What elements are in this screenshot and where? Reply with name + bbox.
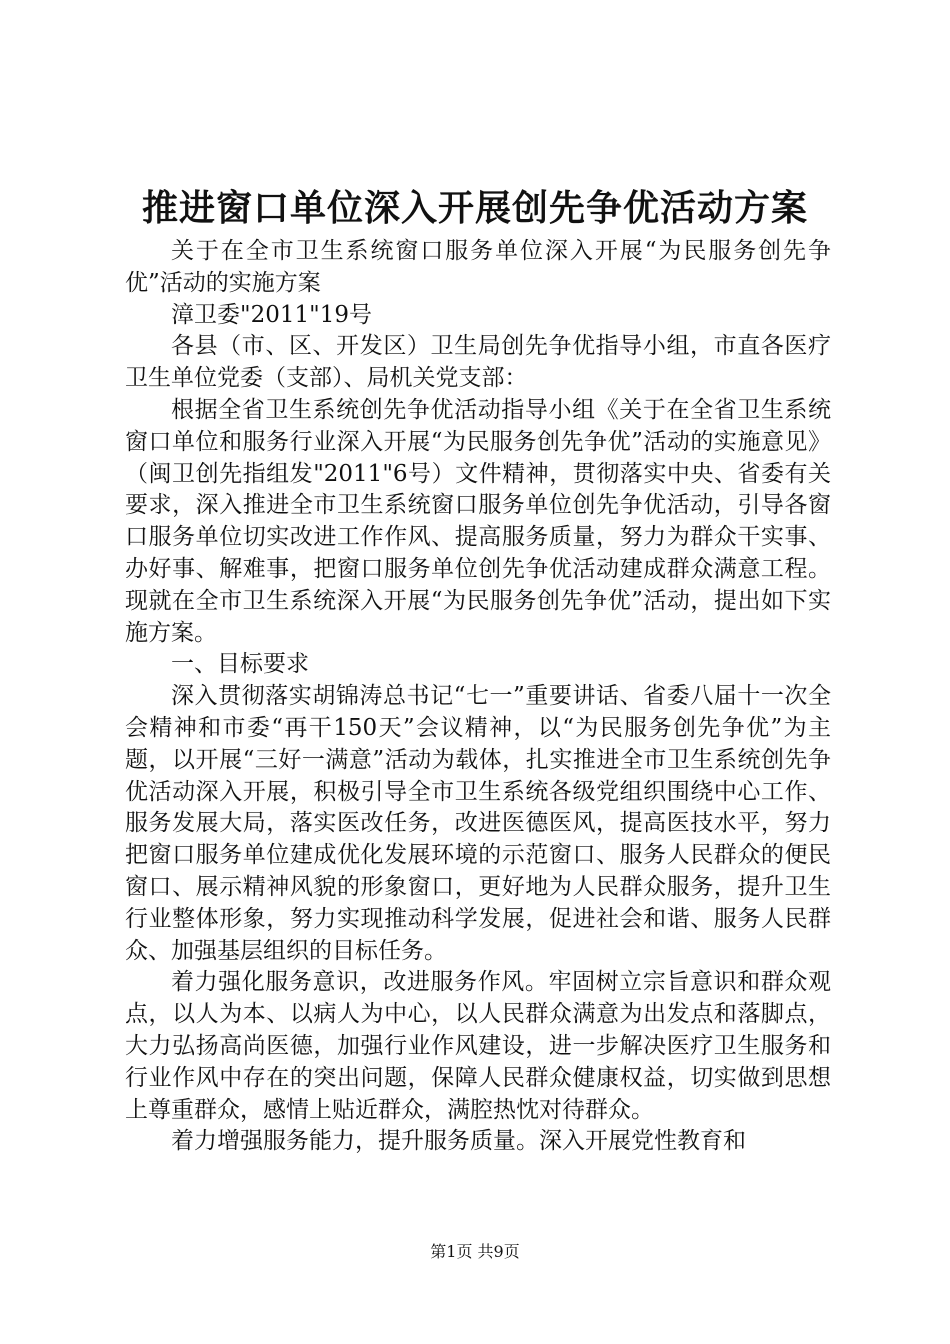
paragraph-basis: 根据全省卫生系统创先争优活动指导小组《关于在全省卫生系统窗口单位和服务行业深入开展“为民服务创先争优”活动的实施意见》（闽卫创先指组发"2011"6号）文件精神，贯彻落实中央、省委有关要求，深入推进全市卫生系统窗口服务单位创先争优活动，引导各窗口服务单位切实改进工作作风、提高服务质量，努力为群众干实事、办好事、解难事，把窗口服务单位创先争优活动建成群众满意工程。现就在全市卫生系统深入开展“为民服务创先争优”活动，提出如下实施方案。 xyxy=(125,396,831,646)
document-title: 推进窗口单位深入开展创先争优活动方案 xyxy=(141,187,808,229)
paragraph-doc-number: 漳卫委"2011"19号 xyxy=(171,301,372,328)
paragraph-service-capability: 着力增强服务能力，提升服务质量。深入开展党性教育和 xyxy=(171,1128,746,1155)
paragraph-subtitle: 关于在全市卫生系统窗口服务单位深入开展“为民服务创先争优”活动的实施方案 xyxy=(125,238,831,296)
paragraph-addressee: 各县（市、区、开发区）卫生局创先争优指导小组，市直各医疗卫生单位党委（支部）、局机关党支部： xyxy=(125,333,831,392)
section-heading-goals: 一、目标要求 xyxy=(171,651,309,678)
page-footer: 第1页 共9页 xyxy=(430,1242,520,1261)
document-body xyxy=(125,236,831,1158)
paragraph-goals: 深入贯彻落实胡锦涛总书记“七一”重要讲话、省委八届十一次全会精神和市委“再干150天”会议精神，以“为民服务创先争优”为主题，以开展“三好一满意”活动为载体，扎实推进全市卫生系统创先争优活动深入开展，积极引导全市卫生系统各级党组织围绕中心工作、服务发展大局，落实医改任务，改进医德医风，提高医技水平，努力把窗口服务单位建成优化发展环境的示范窗口、服务人民群众的便民窗口、展示精神风貌的形象窗口，更好地为人民群众服务，提升卫生行业整体形象，努力实现推动科学发展，促进社会和谐、服务人民群众、加强基层组织的目标任务。 xyxy=(125,683,831,964)
paragraph-service-awareness: 着力强化服务意识，改进服务作风。牢固树立宗旨意识和群众观点，以人为本、以病人为中心，以人民群众满意为出发点和落脚点，大力弘扬高尚医德，加强行业作风建设，进一步解决医疗卫生服务和行业作风中存在的突出问题，保障人民群众健康权益，切实做到思想上尊重群众，感情上贴近群众，满腔热忱对待群众。 xyxy=(125,969,831,1123)
